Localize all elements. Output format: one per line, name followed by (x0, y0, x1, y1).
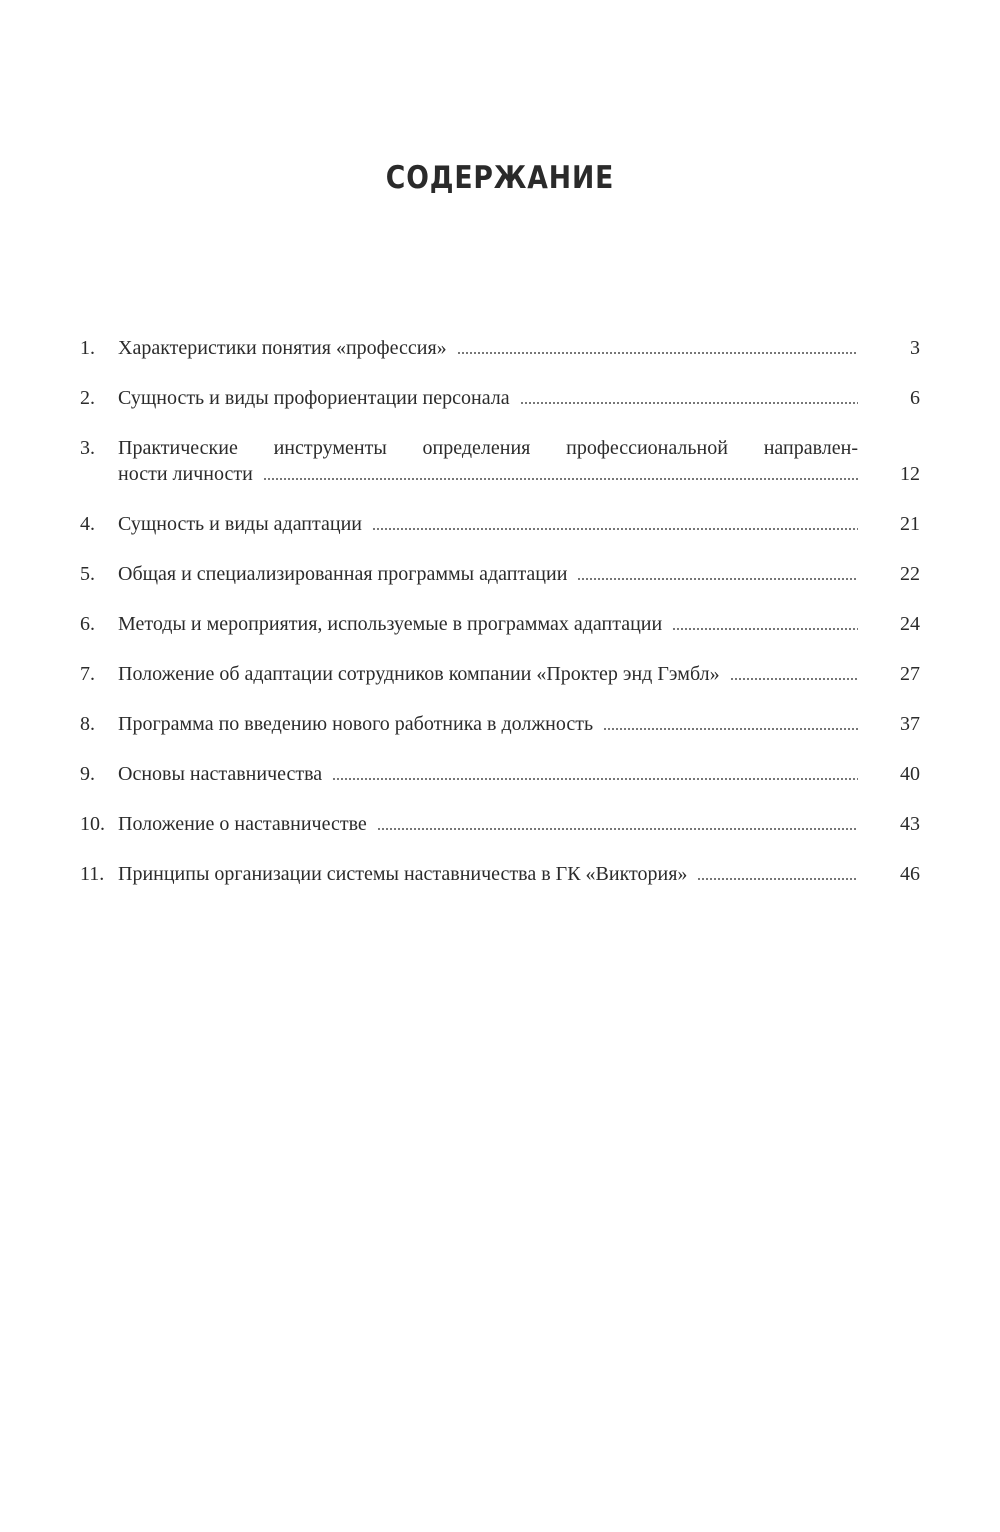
entry-title: Программа по введению нового работника в должность (118, 713, 594, 735)
entry-title: ности личности (118, 463, 253, 485)
entry-title: Принципы организации системы наставничества в ГК «Виктория» (118, 863, 688, 885)
entry-number: 1. (80, 337, 95, 359)
entry-page-number: 27 (900, 663, 920, 685)
entry-number: 10. (80, 813, 105, 835)
dot-leader (457, 350, 858, 356)
entry-title-line1: Практические инструменты определения профессиональной направлен- (118, 437, 858, 459)
entry-number: 9. (80, 763, 95, 785)
toc-entry-5[interactable] (80, 561, 920, 587)
entry-page-number: 24 (900, 613, 920, 635)
entry-title: Положение о наставничестве (118, 813, 367, 835)
entry-number: 4. (80, 513, 95, 535)
page-title: СОДЕРЖАНИЕ (385, 160, 615, 196)
entry-number: 5. (80, 563, 95, 585)
entry-number: 8. (80, 713, 95, 735)
entry-number: 6. (80, 613, 95, 635)
entry-title: Сущность и виды профориентации персонала (118, 387, 510, 409)
entry-page-number: 6 (910, 387, 920, 409)
entry-title: Сущность и виды адаптации (118, 513, 362, 535)
entry-page-number: 3 (910, 337, 920, 359)
toc-entry-4[interactable] (80, 511, 920, 537)
dot-leader (603, 726, 858, 732)
dot-leader (672, 626, 858, 632)
table-of-contents (80, 335, 920, 911)
entry-page-number: 40 (900, 763, 920, 785)
entry-title: Характеристики понятия «профессия» (118, 337, 447, 359)
toc-entry-2[interactable] (80, 385, 920, 411)
entry-title: Общая и специализированная программы адаптации (118, 563, 568, 585)
entry-page-number: 22 (900, 563, 920, 585)
dot-leader (263, 476, 858, 482)
entry-number: 2. (80, 387, 95, 409)
entry-page-number: 21 (900, 513, 920, 535)
toc-entry-6[interactable] (80, 611, 920, 637)
toc-entry-3[interactable] (80, 435, 920, 487)
entry-number: 7. (80, 663, 95, 685)
toc-entry-10[interactable] (80, 811, 920, 837)
toc-entry-9[interactable] (80, 761, 920, 787)
toc-entry-8[interactable] (80, 711, 920, 737)
toc-entry-7[interactable] (80, 661, 920, 687)
dot-leader (377, 826, 858, 832)
entry-number: 3. (80, 437, 95, 459)
entry-number: 11. (80, 863, 105, 885)
entry-page-number: 43 (900, 813, 920, 835)
dot-leader (577, 576, 858, 582)
entry-title: Основы наставничества (118, 763, 323, 785)
toc-entry-11[interactable] (80, 861, 920, 887)
dot-leader (697, 876, 858, 882)
entry-page-number: 46 (900, 863, 920, 885)
entry-page-number: 37 (900, 713, 920, 735)
toc-entry-1[interactable] (80, 335, 920, 361)
dot-leader (520, 400, 858, 406)
dot-leader (332, 776, 858, 782)
dot-leader (730, 676, 858, 682)
entry-page-number: 12 (900, 463, 920, 485)
entry-title: Положение об адаптации сотрудников компании «Проктер энд Гэмбл» (118, 663, 720, 685)
entry-title: Методы и мероприятия, используемые в программах адаптации (118, 613, 663, 635)
dot-leader (372, 526, 858, 532)
